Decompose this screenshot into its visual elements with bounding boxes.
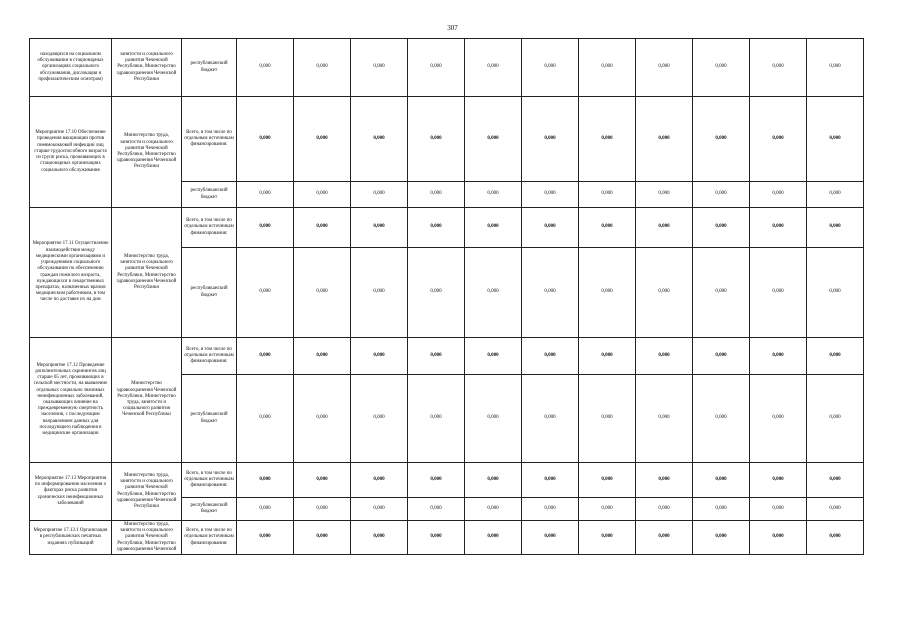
amount-cell: 0,000 — [636, 182, 693, 208]
amount-cell: 0,000 — [807, 39, 864, 97]
funding-source-cell: Всего, в том числе по отдельным источникам финансирования: — [182, 338, 237, 375]
amount-cell: 0,000 — [636, 521, 693, 555]
amount-cell: 0,000 — [579, 182, 636, 208]
amount-cell: 0,000 — [351, 463, 408, 498]
amount-cell: 0,000 — [636, 338, 693, 375]
amount-cell: 0,000 — [294, 208, 351, 248]
amount-cell: 0,000 — [351, 375, 408, 463]
amount-cell: 0,000 — [294, 521, 351, 555]
amount-cell: 0,000 — [522, 463, 579, 498]
event-name-cell: находящихся на социальном обслуживании в стационарных организациях социального обслуживания, дислокация и профилактическим осмотрам) — [30, 39, 112, 97]
event-name-cell: Мероприятие 17.13 Мероприятия по информированию населения о факторах риска развития хронических неинфекционных заболеваний — [30, 463, 112, 521]
executor-cell: Министерство труда, занятости и социального развития Чеченской Республики, Министерство здравоохранения Чеченской Республики — [112, 208, 182, 338]
page-number: 307 — [447, 24, 458, 32]
amount-cell: 0,000 — [750, 208, 807, 248]
amount-cell: 0,000 — [408, 248, 465, 338]
amount-cell: 0,000 — [807, 182, 864, 208]
amount-cell: 0,000 — [693, 248, 750, 338]
amount-cell: 0,000 — [408, 498, 465, 521]
amount-cell: 0,000 — [750, 375, 807, 463]
amount-cell: 0,000 — [465, 521, 522, 555]
executor-cell: занятости и социального развития Чеченской Республики, Министерство здравоохранения Чеченской Республики — [112, 39, 182, 97]
funding-source-cell: республиканский бюджет — [182, 248, 237, 338]
amount-cell: 0,000 — [465, 182, 522, 208]
amount-cell: 0,000 — [522, 97, 579, 182]
amount-cell: 0,000 — [750, 97, 807, 182]
amount-cell: 0,000 — [408, 182, 465, 208]
funding-source-cell: Всего, в том числе по отдельным источникам финансирования: — [182, 463, 237, 498]
amount-cell: 0,000 — [408, 97, 465, 182]
executor-cell: Министерство здравоохранения Чеченской Республики, Министерство труда, занятости и социального развития Чеченской Республики — [112, 338, 182, 463]
amount-cell: 0,000 — [294, 338, 351, 375]
funding-grid — [29, 38, 871, 555]
amount-cell: 0,000 — [522, 521, 579, 555]
amount-cell: 0,000 — [693, 521, 750, 555]
table-row — [30, 463, 872, 498]
amount-cell: 0,000 — [807, 521, 864, 555]
amount-cell: 0,000 — [408, 521, 465, 555]
amount-cell: 0,000 — [693, 97, 750, 182]
funding-source-cell: республиканский бюджет — [182, 375, 237, 463]
amount-cell: 0,000 — [579, 375, 636, 463]
amount-cell: 0,000 — [750, 498, 807, 521]
amount-cell: 0,000 — [408, 375, 465, 463]
table-row — [30, 39, 872, 97]
amount-cell: 0,000 — [465, 208, 522, 248]
amount-cell: 0,000 — [351, 208, 408, 248]
amount-cell: 0,000 — [522, 375, 579, 463]
amount-cell: 0,000 — [750, 182, 807, 208]
funding-source-cell: Всего, в том числе по отдельным источникам финансирования: — [182, 521, 237, 555]
amount-cell: 0,000 — [522, 248, 579, 338]
table-row — [30, 521, 872, 555]
amount-cell: 0,000 — [807, 338, 864, 375]
amount-cell: 0,000 — [750, 521, 807, 555]
amount-cell: 0,000 — [522, 208, 579, 248]
amount-cell: 0,000 — [693, 182, 750, 208]
amount-cell: 0,000 — [351, 521, 408, 555]
amount-cell: 0,000 — [351, 39, 408, 97]
amount-cell: 0,000 — [351, 97, 408, 182]
amount-cell: 0,000 — [750, 39, 807, 97]
amount-cell: 0,000 — [750, 463, 807, 498]
amount-cell: 0,000 — [465, 463, 522, 498]
amount-cell: 0,000 — [579, 521, 636, 555]
amount-cell: 0,000 — [636, 39, 693, 97]
funding-source-cell: Всего, в том числе по отдельным источникам финансирования: — [182, 97, 237, 182]
amount-cell: 0,000 — [465, 375, 522, 463]
event-name-cell: Мероприятие 17.11 Осуществление взаимодействия между медицинскими организациями и учреждениями социального обслуживания по обеспечению граждан пожилого возраста, нуждающихся в лекарственных препаратах, назначенных врачом медицинским работником, в том числе по доставке их на дом — [30, 208, 112, 338]
amount-cell: 0,000 — [807, 208, 864, 248]
amount-cell: 0,000 — [237, 463, 294, 498]
event-name-cell: Мероприятие 17.10 Обеспечение проведения вакцинации против пневмококковой инфекции лиц старше трудоспособного возраста из групп риска, проживающих в стационарных организациях социального обслуживания — [30, 97, 112, 208]
executor-cell: Министерство труда, занятости и социального развития Чеченской Республики, Министерство здравоохранения Чеченской — [112, 521, 182, 555]
amount-cell: 0,000 — [636, 463, 693, 498]
amount-cell: 0,000 — [636, 248, 693, 338]
funding-source-cell: республиканский бюджет — [182, 39, 237, 97]
amount-cell: 0,000 — [522, 338, 579, 375]
funding-source-cell: республиканский бюджет — [182, 182, 237, 208]
amount-cell: 0,000 — [351, 338, 408, 375]
funding-source-cell: Всего, в том числе по отдельным источникам финансирования: — [182, 208, 237, 248]
amount-cell: 0,000 — [294, 39, 351, 97]
amount-cell: 0,000 — [807, 375, 864, 463]
amount-cell: 0,000 — [693, 338, 750, 375]
amount-cell: 0,000 — [294, 463, 351, 498]
amount-cell: 0,000 — [237, 97, 294, 182]
amount-cell: 0,000 — [636, 375, 693, 463]
amount-cell: 0,000 — [465, 39, 522, 97]
amount-cell: 0,000 — [465, 338, 522, 375]
amount-cell: 0,000 — [465, 97, 522, 182]
amount-cell: 0,000 — [294, 498, 351, 521]
amount-cell: 0,000 — [750, 248, 807, 338]
amount-cell: 0,000 — [693, 498, 750, 521]
amount-cell: 0,000 — [465, 498, 522, 521]
amount-cell: 0,000 — [237, 375, 294, 463]
table-row — [30, 208, 872, 248]
amount-cell: 0,000 — [579, 39, 636, 97]
amount-cell: 0,000 — [294, 375, 351, 463]
executor-cell: Министерство труда, занятости и социального развития Чеченской Республики, Министерство здравоохранения Чеченской Республики — [112, 463, 182, 521]
amount-cell: 0,000 — [237, 248, 294, 338]
amount-cell: 0,000 — [693, 463, 750, 498]
amount-cell: 0,000 — [351, 498, 408, 521]
amount-cell: 0,000 — [579, 248, 636, 338]
amount-cell: 0,000 — [807, 463, 864, 498]
amount-cell: 0,000 — [294, 248, 351, 338]
amount-cell: 0,000 — [750, 338, 807, 375]
table-row — [30, 338, 872, 375]
amount-cell: 0,000 — [807, 248, 864, 338]
amount-cell: 0,000 — [237, 39, 294, 97]
amount-cell: 0,000 — [408, 463, 465, 498]
amount-cell: 0,000 — [579, 498, 636, 521]
amount-cell: 0,000 — [636, 97, 693, 182]
amount-cell: 0,000 — [408, 39, 465, 97]
table-row — [30, 97, 872, 182]
amount-cell: 0,000 — [351, 182, 408, 208]
amount-cell: 0,000 — [237, 182, 294, 208]
amount-cell: 0,000 — [522, 182, 579, 208]
amount-cell: 0,000 — [522, 39, 579, 97]
amount-cell: 0,000 — [294, 182, 351, 208]
amount-cell: 0,000 — [693, 375, 750, 463]
amount-cell: 0,000 — [237, 208, 294, 248]
program-funding-table — [29, 38, 871, 566]
funding-source-cell: республиканский бюджет — [182, 498, 237, 521]
amount-cell: 0,000 — [807, 498, 864, 521]
amount-cell: 0,000 — [579, 208, 636, 248]
amount-cell: 0,000 — [237, 338, 294, 375]
amount-cell: 0,000 — [237, 521, 294, 555]
event-name-cell: Мероприятие 17.12 Проведение дополнительных скринингов лиц старше 65 лет, проживающих в сельской местности, на выявление отдельных социально значимых неинфекционных заболеваний, оказывающих влияние на преждевременную смертность населения, с последующим направлением данных для последующего наблюдения в медицинские организации — [30, 338, 112, 463]
amount-cell: 0,000 — [693, 208, 750, 248]
amount-cell: 0,000 — [693, 39, 750, 97]
amount-cell: 0,000 — [465, 248, 522, 338]
amount-cell: 0,000 — [807, 97, 864, 182]
amount-cell: 0,000 — [408, 208, 465, 248]
amount-cell: 0,000 — [636, 498, 693, 521]
amount-cell: 0,000 — [237, 498, 294, 521]
amount-cell: 0,000 — [351, 248, 408, 338]
amount-cell: 0,000 — [579, 97, 636, 182]
amount-cell: 0,000 — [579, 338, 636, 375]
executor-cell: Министерство труда, занятости и социального развития Чеченской Республики, Министерство здравоохранения Чеченской Республики — [112, 97, 182, 208]
amount-cell: 0,000 — [522, 498, 579, 521]
amount-cell: 0,000 — [579, 463, 636, 498]
event-name-cell: Мероприятие 17.13.1 Организация в республиканских печатных изданиях публикаций — [30, 521, 112, 555]
amount-cell: 0,000 — [294, 97, 351, 182]
amount-cell: 0,000 — [636, 208, 693, 248]
amount-cell: 0,000 — [408, 338, 465, 375]
